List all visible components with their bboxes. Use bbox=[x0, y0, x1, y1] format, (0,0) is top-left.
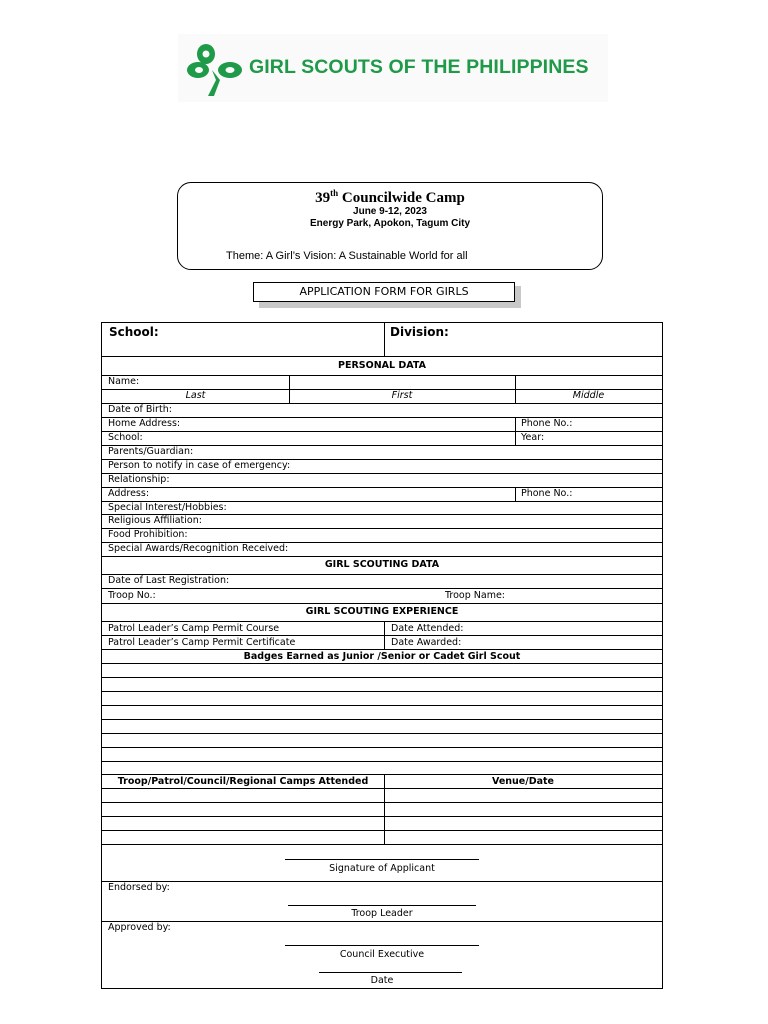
camps-col2-header: Venue/Date bbox=[492, 776, 554, 787]
relationship-label: Relationship: bbox=[108, 474, 170, 485]
col-divider bbox=[384, 323, 385, 356]
col-divider bbox=[515, 417, 516, 445]
row-divider bbox=[102, 588, 662, 589]
row-divider bbox=[102, 881, 662, 882]
religion-label: Religious Affiliation: bbox=[108, 515, 202, 526]
org-name: GIRL SCOUTS OF THE PHILIPPINES bbox=[249, 56, 589, 78]
troop-leader-signature-line bbox=[288, 905, 476, 906]
emergency-label: Person to notify in case of emergency: bbox=[108, 460, 291, 471]
col-divider bbox=[515, 487, 516, 501]
first-label: First bbox=[391, 390, 413, 401]
org-logo bbox=[178, 34, 608, 102]
troop-name-label: Troop Name: bbox=[445, 590, 506, 601]
troop-leader-label: Troop Leader bbox=[351, 908, 413, 919]
row-divider bbox=[102, 733, 662, 734]
year-label: Year: bbox=[521, 432, 545, 443]
date-awarded-label: Date Awarded: bbox=[391, 637, 462, 648]
row-divider bbox=[102, 663, 662, 664]
row-divider bbox=[102, 431, 662, 432]
name-label: Name: bbox=[108, 376, 140, 387]
camp-number: 39 bbox=[315, 190, 331, 206]
certificate-label: Patrol Leader’s Camp Permit Certificate bbox=[108, 637, 296, 648]
camp-title-text: Councilwide Camp bbox=[341, 190, 465, 206]
camp-title bbox=[177, 188, 603, 207]
awards-label: Special Awards/Recognition Received: bbox=[108, 543, 289, 554]
row-divider bbox=[102, 403, 662, 404]
row-divider bbox=[102, 677, 662, 678]
row-divider bbox=[102, 761, 662, 762]
course-label: Patrol Leader’s Camp Permit Course bbox=[108, 623, 280, 634]
col-divider bbox=[384, 621, 385, 649]
form-title: APPLICATION FORM FOR GIRLS bbox=[253, 282, 515, 302]
camp-venue: Energy Park, Apokon, Tagum City bbox=[309, 218, 471, 229]
row-divider bbox=[102, 356, 662, 357]
row-divider bbox=[102, 705, 662, 706]
phone2-label: Phone No.: bbox=[521, 488, 573, 499]
phone-label: Phone No.: bbox=[521, 418, 573, 429]
school-field-label: School: bbox=[108, 432, 143, 443]
last-label: Last bbox=[185, 390, 206, 401]
parents-label: Parents/Guardian: bbox=[108, 446, 194, 457]
row-divider bbox=[102, 830, 662, 831]
last-registration-label: Date of Last Registration: bbox=[108, 575, 230, 586]
school-label: School: bbox=[109, 325, 159, 339]
council-executive-label: Council Executive bbox=[339, 949, 425, 960]
row-divider bbox=[102, 844, 662, 845]
applicant-signature-label: Signature of Applicant bbox=[329, 863, 435, 874]
troop-no-label: Troop No.: bbox=[108, 590, 156, 601]
camps-col1-header: Troop/Patrol/Council/Regional Camps Attended bbox=[117, 776, 369, 787]
row-divider bbox=[102, 774, 662, 775]
date-attended-label: Date Attended: bbox=[391, 623, 464, 634]
experience-heading: GIRL SCOUTING EXPERIENCE bbox=[305, 606, 459, 617]
interest-label: Special Interest/Hobbies: bbox=[108, 502, 227, 513]
middle-label: Middle bbox=[572, 390, 605, 401]
camp-dates: June 9-12, 2023 bbox=[353, 206, 427, 217]
personal-data-heading: PERSONAL DATA bbox=[338, 360, 426, 371]
badges-heading: Badges Earned as Junior /Senior or Cadet Girl Scout bbox=[243, 651, 521, 662]
date-label: Date bbox=[370, 975, 394, 986]
row-divider bbox=[102, 621, 662, 622]
address-label: Address: bbox=[108, 488, 150, 499]
camp-theme: Theme: A Girl’s Vision: A Sustainable World for all bbox=[226, 250, 468, 262]
food-label: Food Prohibition: bbox=[108, 529, 188, 540]
row-divider bbox=[102, 747, 662, 748]
date-line bbox=[319, 972, 462, 973]
applicant-signature-line bbox=[285, 859, 479, 860]
row-divider bbox=[102, 921, 662, 922]
trefoil-icon bbox=[186, 40, 246, 100]
application-form bbox=[101, 322, 663, 989]
division-label: Division: bbox=[390, 325, 449, 339]
row-divider bbox=[102, 788, 662, 789]
scouting-data-heading: GIRL SCOUTING DATA bbox=[324, 559, 440, 570]
home-address-label: Home Address: bbox=[108, 418, 181, 429]
row-divider bbox=[102, 375, 662, 376]
row-divider bbox=[102, 635, 662, 636]
row-divider bbox=[102, 487, 662, 488]
row-divider bbox=[102, 719, 662, 720]
row-divider bbox=[102, 816, 662, 817]
council-executive-signature-line bbox=[285, 945, 479, 946]
camp-number-suffix: th bbox=[330, 188, 339, 198]
row-divider bbox=[102, 691, 662, 692]
row-divider bbox=[102, 417, 662, 418]
row-divider bbox=[102, 802, 662, 803]
row-divider bbox=[102, 473, 662, 474]
endorsed-by-label: Endorsed by: bbox=[108, 882, 170, 893]
dob-label: Date of Birth: bbox=[108, 404, 172, 415]
row-divider bbox=[102, 556, 662, 557]
approved-by-label: Approved by: bbox=[108, 922, 171, 933]
row-divider bbox=[102, 649, 662, 650]
row-divider bbox=[102, 603, 662, 604]
